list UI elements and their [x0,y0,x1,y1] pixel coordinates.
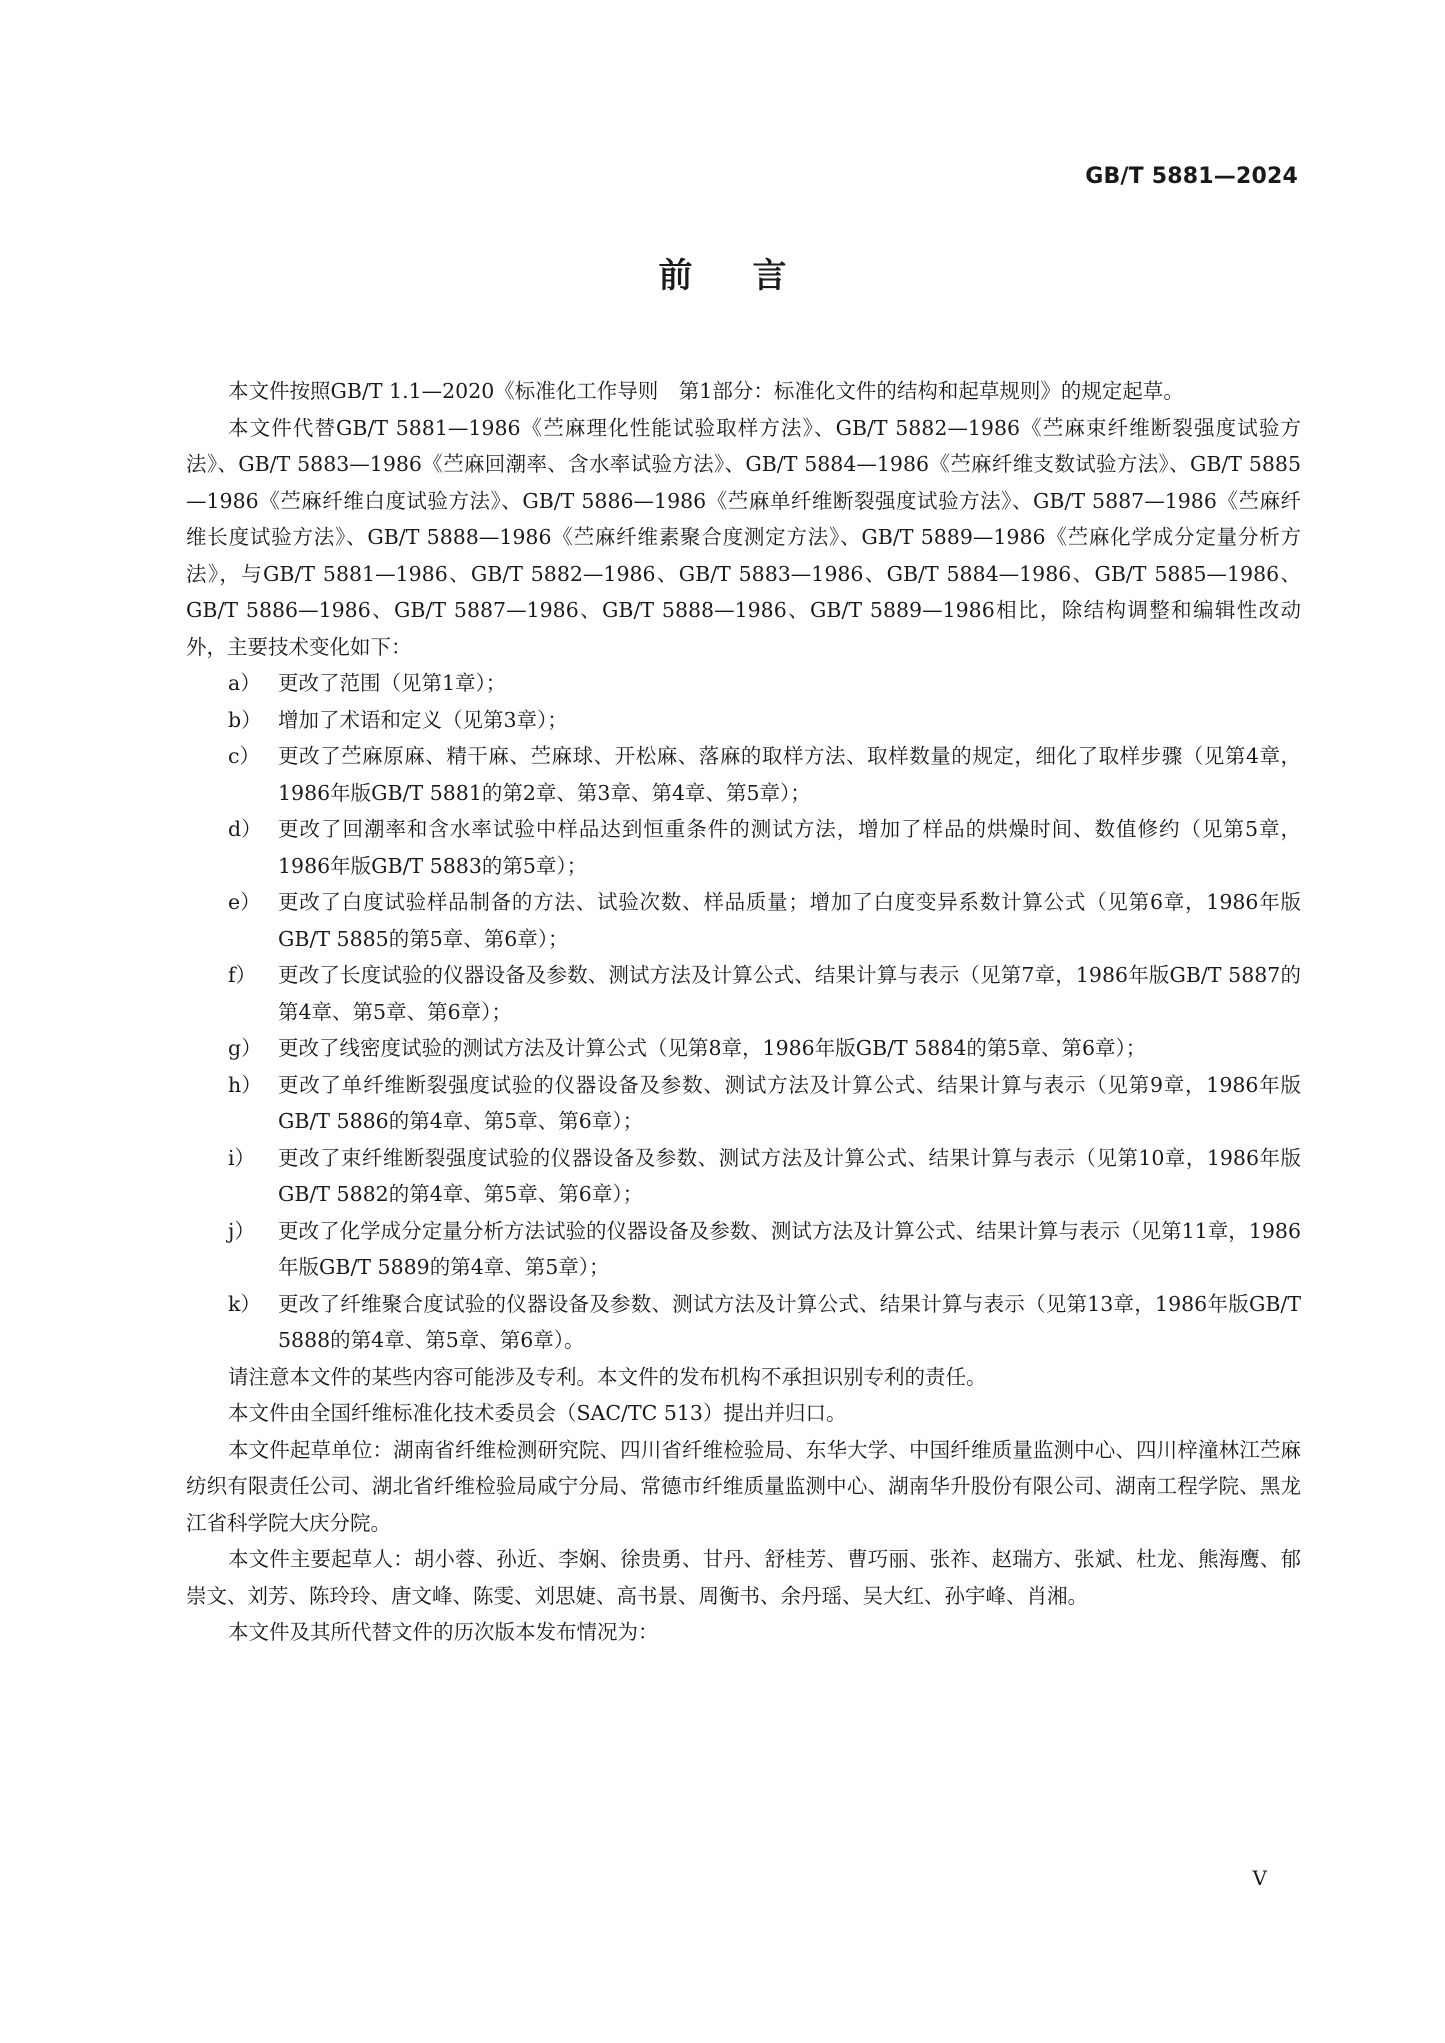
list-item-mark: e） [228,890,261,914]
paragraph-history: 本文件及其所代替文件的历次版本发布情况为： [228,1620,659,1644]
list-item-mark: g） [228,1036,262,1060]
list-item-text: 更改了纤维聚合度试验的仪器设备及参数、测试方法及计算公式、结果计算与表示（见第13章，1986年版GB/T 5888的第4章、第5章、第6章）。 [278,1291,1301,1352]
list-item [186,702,1301,739]
list-item-mark: c） [228,744,260,768]
list-item-text: 更改了苎麻原麻、精干麻、苎麻球、开松麻、落麻的取样方法、取样数量的规定，细化了取样步骤（见第4章，1986年版GB/T 5881的第2章、第3章、第4章、第5章）； [278,744,1301,805]
list-item [186,884,1301,957]
document-body [186,373,1301,1651]
list-item [186,811,1301,884]
page-title: 前言 [658,256,847,296]
list-item-mark: h） [228,1072,262,1097]
list-item-text: 增加了术语和定义（见第3章）； [278,707,568,732]
paragraph-patent-notice: 请注意本文件的某些内容可能涉及专利。本文件的发布机构不承担识别专利的责任。 [228,1364,987,1389]
list-item-text: 更改了白度试验样品制备的方法、试验次数、样品质量；增加了白度变异系数计算公式（见第6章，1986年版GB/T 5885的第5章、第6章）； [278,890,1301,951]
standard-code: GB/T 5881—2024 [1085,164,1298,189]
changes-list [186,665,1301,1359]
list-item-mark: d） [228,817,262,841]
list-item-mark: b） [228,707,262,732]
list-item-text: 更改了长度试验的仪器设备及参数、测试方法及计算公式、结果计算与表示（见第7章，1986年版GB/T 5887的第4章、第5章、第6章）； [278,963,1301,1024]
list-item-text: 更改了线密度试验的测试方法及计算公式（见第8章，1986年版GB/T 5884的第5章、第6章）； [278,1036,1147,1060]
list-item-text: 更改了化学成分定量分析方法试验的仪器设备及参数、测试方法及计算公式、结果计算与表示（见第11章，1986年版GB/T 5889的第4章、第5章）； [278,1218,1301,1279]
paragraph-drafting-units: 本文件起草单位：湖南省纤维检测研究院、四川省纤维检验局、东华大学、中国纤维质量监测中心、四川梓潼林江苎麻纺织有限责任公司、湖北省纤维检验局咸宁分局、常德市纤维质量监测中心、湖南华升股份有限公司、湖南工程学院、黑龙江省科学院大庆分院。 [186,1437,1301,1535]
list-item-text: 更改了回潮率和含水率试验中样品达到恒重条件的测试方法，增加了样品的烘燥时间、数值修约（见第5章，1986年版GB/T 5883的第5章）； [278,817,1301,878]
list-item-mark: f） [228,963,257,987]
list-item-mark: j） [228,1218,255,1243]
list-item-text: 更改了单纤维断裂强度试验的仪器设备及参数、测试方法及计算公式、结果计算与表示（见第9章，1986年版GB/T 5886的第4章、第5章、第6章）； [278,1072,1301,1133]
paragraph-replacement: 本文件代替GB/T 5881—1986《苎麻理化性能试验取样方法》、GB/T 5882—1986《苎麻束纤维断裂强度试验方法》、GB/T 5883—1986《苎麻回潮率、含水率试验方法》、GB/T 5884—1986《苎麻纤维支数试验方法》、GB/T 5885—1986《苎麻纤维白度试验方法》、GB/T 5886—1986《苎麻单纤维断裂强度试验方法》、GB/T 5887—1986《苎麻纤维长度试验方法》、GB/T 5888—1986《苎麻纤维素聚合度测定方法》、GB/T 5889—1986《苎麻化学成分定量分析方法》，与GB/T 5881—1986、GB/T 5882—1986、GB/T 5883—1986、GB/T 5884—1986、GB/T 5885—1986、GB/T 5886—1986、GB/T 5887—1986、GB/T 5888—1986、GB/T 5889—1986相比，除结构调整和编辑性改动外，主要技术变化如下： [186,415,1301,659]
list-item-mark: i） [228,1145,256,1170]
list-item-mark: k） [228,1291,261,1316]
list-item-text: 更改了束纤维断裂强度试验的仪器设备及参数、测试方法及计算公式、结果计算与表示（见第10章，1986年版GB/T 5882的第4章、第5章、第6章）； [278,1145,1301,1206]
list-item [186,1067,1301,1140]
list-item [186,1030,1301,1067]
list-item [186,1213,1301,1286]
list-item-mark: a） [228,671,261,695]
list-item-text: 更改了范围（见第1章）； [278,671,507,695]
paragraph-drafting-basis: 本文件按照GB/T 1.1—2020《标准化工作导则 第1部分：标准化文件的结构和起草规则》的规定起草。 [228,379,1184,403]
paragraph-drafters: 本文件主要起草人：胡小蓉、孙近、李娴、徐贵勇、甘丹、舒桂芳、曹巧丽、张祚、赵瑞方、张斌、杜龙、熊海鹰、郁崇文、刘芳、陈玲玲、唐文峰、陈雯、刘思婕、高书景、周衡书、余丹瑶、吴大红、孙宇峰、肖湘。 [186,1547,1301,1608]
list-item [186,1140,1301,1213]
paragraph-proposer: 本文件由全国纤维标准化技术委员会（SAC/TC 513）提出并归口。 [228,1401,847,1425]
list-item [186,1286,1301,1359]
page-number: V [1252,1866,1267,1890]
list-item [186,665,1301,702]
list-item [186,738,1301,811]
list-item [186,957,1301,1030]
